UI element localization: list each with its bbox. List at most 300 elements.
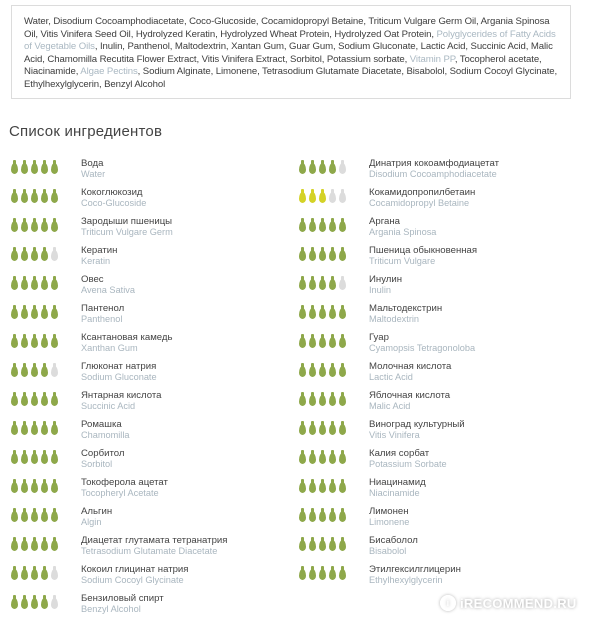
drop-filled-icon (51, 395, 58, 406)
ingredient-row[interactable] (298, 359, 568, 388)
drop-filled-icon (339, 250, 346, 261)
drop-filled-icon (329, 366, 336, 377)
drop-filled-icon (31, 308, 38, 319)
drop-filled-icon (11, 279, 18, 290)
drop-filled-icon (51, 308, 58, 319)
drop-filled-icon (21, 569, 28, 580)
drop-filled-icon (309, 337, 316, 348)
drop-filled-icon (51, 337, 58, 348)
safety-rating (298, 162, 358, 175)
ingredient-names (369, 158, 499, 179)
ingredient-row[interactable] (298, 330, 568, 359)
drop-filled-icon (11, 453, 18, 464)
drop-filled-icon (299, 221, 306, 232)
drop-filled-icon (329, 163, 336, 174)
ingredient-row[interactable] (10, 214, 280, 243)
ingredient-name-en: Limonene (369, 517, 410, 527)
safety-rating (298, 249, 358, 262)
ingredient-name-ru[interactable]: Гуар (369, 332, 389, 343)
ingredient-row[interactable] (298, 446, 568, 475)
drop-empty-icon (329, 192, 336, 203)
ingredient-name-ru[interactable]: Динатрия кокоамфодиацетат (369, 158, 499, 169)
drop-filled-icon (21, 395, 28, 406)
drop-filled-icon (51, 482, 58, 493)
composition-muted-segment: Polyglycerides of Fatty Acids of Vegetable Oils (24, 28, 556, 53)
ingredient-names (81, 390, 161, 411)
safety-rating (10, 423, 70, 436)
drop-filled-icon (21, 540, 28, 551)
ingredient-name-en: Argania Spinosa (369, 227, 437, 237)
drop-filled-icon (329, 337, 336, 348)
ingredient-name-ru[interactable]: Пантенол (81, 303, 125, 314)
ingredient-row[interactable] (298, 301, 568, 330)
ingredient-names (81, 564, 188, 585)
ingredient-name-ru[interactable]: Бензиловый спирт (81, 593, 164, 604)
safety-rating (10, 249, 70, 262)
drop-filled-icon (339, 366, 346, 377)
drop-filled-icon (319, 366, 326, 377)
drop-filled-icon (21, 250, 28, 261)
safety-rating (10, 278, 70, 291)
drop-filled-icon (319, 250, 326, 261)
drop-filled-icon (339, 395, 346, 406)
ingredient-name-en: Niacinamide (369, 488, 420, 498)
drop-filled-icon (31, 511, 38, 522)
drop-filled-icon (21, 453, 28, 464)
drop-filled-icon (329, 221, 336, 232)
ingredient-name-ru[interactable]: Альгин (81, 506, 113, 517)
ingredient-names (81, 535, 227, 556)
ingredient-names (81, 187, 146, 208)
drop-filled-icon (319, 482, 326, 493)
ingredient-names (81, 245, 117, 266)
ingredient-name-en: Bisabolol (369, 546, 407, 556)
composition-segment: Water, Disodium Cocoamphodiacetate, Coco-Glucoside, Cocamidopropyl Betaine, Triticum Vulgare Germ Oil, Argania Spinosa Oil, Vitis Vinifera Seed Oil, Hydrolyzed Keratin, Hydrolyzed Wheat Protein, Hydrolyzed Oat Protein, (24, 16, 550, 40)
safety-rating (298, 539, 358, 552)
ingredient-name-en: Sorbitol (81, 459, 113, 469)
ingredient-names (369, 361, 451, 382)
drop-filled-icon (21, 221, 28, 232)
drop-filled-icon (339, 424, 346, 435)
ingredient-row[interactable] (298, 417, 568, 446)
ingredient-name-ru[interactable]: Пшеница обыкновенная (369, 245, 478, 256)
drop-filled-icon (299, 192, 306, 203)
ingredient-row[interactable] (298, 185, 568, 214)
ingredient-name-en: Ethylhexylglycerin (369, 575, 443, 585)
ingredient-name-en: Xanthan Gum (81, 343, 138, 353)
drop-empty-icon (339, 192, 346, 203)
safety-rating (10, 307, 70, 320)
drop-filled-icon (41, 308, 48, 319)
drop-filled-icon (309, 279, 316, 290)
composition-segment: , Inulin, Panthenol, Maltodextrin, Xantan Gum, Guar Gum, Sodium Gluconate, Lactic Acid, Succinic Acid, Malic Acid, Chamomilla Recutita Flower Extract, Vitis Vinifera Extract, Sorbitol, Potassium sorbate, (24, 41, 553, 65)
drop-empty-icon (339, 279, 346, 290)
ingredient-row[interactable] (298, 243, 568, 272)
drop-filled-icon (329, 569, 336, 580)
ingredient-name-ru[interactable]: Глюконат натрия (81, 361, 157, 372)
ingredient-names (81, 332, 173, 353)
drop-filled-icon (309, 424, 316, 435)
ingredient-name-en: Panthenol (81, 314, 123, 324)
ingredient-name-ru[interactable]: Этилгексилглицерин (369, 564, 461, 575)
safety-rating (10, 539, 70, 552)
ingredient-name-en: Benzyl Alcohol (81, 604, 141, 614)
ingredient-name-en: Cyamopsis Tetragonoloba (369, 343, 476, 353)
drop-filled-icon (51, 424, 58, 435)
ingredient-row[interactable] (298, 562, 568, 591)
drop-filled-icon (319, 308, 326, 319)
ingredient-name-ru[interactable]: Зародыши пшеницы (81, 216, 173, 227)
ingredient-name-en: Vitis Vinifera (369, 430, 420, 440)
ingredient-name-ru[interactable]: Вода (81, 158, 104, 169)
ingredient-name-en: Malic Acid (369, 401, 411, 411)
drop-filled-icon (299, 424, 306, 435)
ingredient-row[interactable] (10, 272, 280, 301)
safety-rating (298, 423, 358, 436)
drop-filled-icon (11, 192, 18, 203)
drop-filled-icon (21, 511, 28, 522)
ingredient-name-ru[interactable]: Аргана (369, 216, 400, 227)
drop-filled-icon (299, 482, 306, 493)
safety-rating (10, 336, 70, 349)
drop-filled-icon (41, 163, 48, 174)
ingredient-name-en: Avena Sativa (81, 285, 135, 295)
drop-filled-icon (41, 366, 48, 377)
drop-filled-icon (329, 540, 336, 551)
drop-filled-icon (21, 366, 28, 377)
ingredients-column-left (10, 156, 280, 620)
ingredient-row[interactable] (298, 156, 568, 185)
drop-filled-icon (31, 424, 38, 435)
drop-empty-icon (51, 569, 58, 580)
ingredient-row[interactable] (10, 330, 280, 359)
ingredient-names (369, 419, 465, 440)
ingredient-names (81, 419, 130, 440)
ingredient-name-en: Chamomilla (81, 430, 130, 440)
watermark-text: iRECOMMEND.RU (460, 595, 577, 611)
drop-filled-icon (339, 221, 346, 232)
ingredient-name-ru[interactable]: Ромашка (81, 419, 122, 430)
ingredient-name-ru[interactable]: Яблочная кислота (369, 390, 451, 401)
composition-muted-segment: Algae Pectins (80, 66, 138, 78)
drop-filled-icon (51, 279, 58, 290)
ingredient-name-ru[interactable]: Лимонен (369, 506, 409, 517)
ingredient-names (369, 564, 461, 585)
drop-filled-icon (319, 453, 326, 464)
ingredient-row[interactable] (10, 417, 280, 446)
ingredient-name-ru[interactable]: Инулин (369, 274, 403, 285)
drop-empty-icon (51, 366, 58, 377)
ingredient-row[interactable] (298, 214, 568, 243)
drop-filled-icon (319, 569, 326, 580)
drop-filled-icon (339, 540, 346, 551)
drop-filled-icon (41, 395, 48, 406)
drop-filled-icon (319, 540, 326, 551)
drop-filled-icon (51, 221, 58, 232)
drop-filled-icon (11, 308, 18, 319)
drop-filled-icon (21, 163, 28, 174)
ingredient-names (369, 477, 426, 498)
ingredient-names (369, 274, 402, 295)
drop-filled-icon (299, 511, 306, 522)
ingredient-name-ru[interactable]: Диацетат глутамата тетранатрия (81, 535, 228, 546)
drop-filled-icon (329, 424, 336, 435)
drop-filled-icon (309, 453, 316, 464)
safety-rating (10, 162, 70, 175)
ingredient-names (369, 332, 475, 353)
ingredient-names (81, 477, 168, 498)
ingredient-names (369, 187, 475, 208)
safety-rating (298, 278, 358, 291)
ingredient-row[interactable] (10, 388, 280, 417)
drop-filled-icon (329, 453, 336, 464)
drop-filled-icon (41, 221, 48, 232)
drop-filled-icon (339, 511, 346, 522)
ingredient-row[interactable] (10, 301, 280, 330)
safety-rating (10, 510, 70, 523)
ingredient-row[interactable] (298, 475, 568, 504)
safety-rating (10, 481, 70, 494)
ingredient-row[interactable] (10, 359, 280, 388)
ingredient-name-en: Triticum Vulgare (369, 256, 436, 266)
safety-rating (298, 481, 358, 494)
drop-filled-icon (41, 453, 48, 464)
ingredient-name-ru[interactable]: Янтарная кислота (81, 390, 162, 401)
ingredient-row[interactable] (10, 562, 280, 591)
ingredient-row[interactable] (10, 243, 280, 272)
safety-rating (10, 220, 70, 233)
drop-filled-icon (11, 598, 18, 609)
ingredients-list-title: Список ингредиентов (9, 123, 163, 140)
ingredient-names (81, 448, 124, 469)
composition-segment: , Tocopherol acetate, Niacinamide, (24, 53, 542, 78)
safety-rating (298, 336, 358, 349)
drop-filled-icon (339, 453, 346, 464)
drop-filled-icon (41, 569, 48, 580)
ingredient-name-ru[interactable]: Кератин (81, 245, 118, 256)
ingredient-name-ru[interactable]: Сорбитол (81, 448, 125, 459)
drop-filled-icon (21, 192, 28, 203)
ingredient-row[interactable] (10, 533, 280, 562)
drop-filled-icon (299, 337, 306, 348)
safety-rating (298, 191, 358, 204)
safety-rating (298, 510, 358, 523)
drop-filled-icon (11, 540, 18, 551)
ingredient-names (81, 593, 164, 614)
drop-filled-icon (299, 250, 306, 261)
ingredient-row[interactable] (10, 185, 280, 214)
drop-filled-icon (299, 279, 306, 290)
drop-filled-icon (299, 395, 306, 406)
ingredient-row[interactable] (298, 533, 568, 562)
safety-rating (10, 394, 70, 407)
drop-filled-icon (21, 424, 28, 435)
drop-filled-icon (329, 395, 336, 406)
ingredient-names (81, 274, 135, 295)
drop-filled-icon (31, 395, 38, 406)
drop-filled-icon (21, 337, 28, 348)
drop-filled-icon (319, 337, 326, 348)
composition-segment: , Sodium Alginate, Limonene, Tetrasodium Glutamate Diacetate, Bisabolol, Sodium Cocoyl Glycinate, Ethylhexylglycerin, Benzyl Alcohol (24, 66, 558, 90)
drop-filled-icon (51, 540, 58, 551)
drop-filled-icon (309, 221, 316, 232)
drop-filled-icon (329, 279, 336, 290)
drop-filled-icon (11, 163, 18, 174)
safety-rating (10, 597, 70, 610)
drop-filled-icon (31, 279, 38, 290)
safety-rating (298, 307, 358, 320)
drop-filled-icon (309, 366, 316, 377)
drop-filled-icon (31, 598, 38, 609)
ingredient-row[interactable] (10, 446, 280, 475)
ingredient-row[interactable] (10, 504, 280, 533)
drop-filled-icon (319, 395, 326, 406)
safety-rating (10, 452, 70, 465)
drop-filled-icon (309, 540, 316, 551)
ingredient-names (81, 158, 105, 179)
safety-rating (298, 394, 358, 407)
drop-filled-icon (319, 192, 326, 203)
ingredient-name-en: Maltodextrin (369, 314, 420, 324)
ingredients-composition-box (11, 5, 571, 99)
drop-filled-icon (309, 395, 316, 406)
ingredient-name-en: Coco-Glucoside (81, 198, 147, 208)
safety-rating (298, 220, 358, 233)
drop-filled-icon (11, 337, 18, 348)
drop-filled-icon (11, 366, 18, 377)
ingredient-name-ru[interactable]: Калия сорбат (369, 448, 430, 459)
drop-filled-icon (11, 424, 18, 435)
drop-filled-icon (11, 569, 18, 580)
drop-filled-icon (31, 337, 38, 348)
drop-filled-icon (329, 511, 336, 522)
ingredient-names (369, 448, 447, 469)
drop-filled-icon (21, 482, 28, 493)
drop-filled-icon (21, 279, 28, 290)
ingredient-name-en: Water (81, 169, 106, 179)
ingredient-names (81, 361, 157, 382)
ingredient-name-ru[interactable]: Овес (81, 274, 104, 285)
safety-rating (10, 568, 70, 581)
drop-filled-icon (339, 569, 346, 580)
ingredient-name-en: Sodium Cocoyl Glycinate (81, 575, 184, 585)
ingredient-name-ru[interactable]: Виноград культурный (369, 419, 465, 430)
ingredient-name-en: Keratin (81, 256, 111, 266)
ingredient-names (369, 535, 418, 556)
ingredient-row[interactable] (298, 388, 568, 417)
drop-filled-icon (309, 250, 316, 261)
ingredient-row[interactable] (10, 475, 280, 504)
drop-empty-icon (339, 163, 346, 174)
drop-filled-icon (41, 482, 48, 493)
ingredient-row[interactable] (298, 272, 568, 301)
ingredient-names (81, 303, 124, 324)
drop-filled-icon (31, 540, 38, 551)
drop-filled-icon (309, 163, 316, 174)
ingredient-name-en: Tetrasodium Glutamate Diacetate (81, 546, 218, 556)
drop-filled-icon (41, 192, 48, 203)
drop-filled-icon (11, 395, 18, 406)
drop-filled-icon (299, 163, 306, 174)
ingredient-name-en: Inulin (369, 285, 391, 295)
drop-filled-icon (31, 366, 38, 377)
drop-filled-icon (41, 279, 48, 290)
ingredient-row[interactable] (10, 156, 280, 185)
ingredient-name-en: Potassium Sorbate (369, 459, 447, 469)
drop-filled-icon (11, 250, 18, 261)
ingredient-name-en: Algin (81, 517, 102, 527)
irecommend-watermark (440, 590, 600, 616)
drop-filled-icon (21, 308, 28, 319)
drop-filled-icon (329, 482, 336, 493)
ingredient-row[interactable] (10, 591, 280, 620)
ingredient-name-en: Disodium Cocoamphodiacetate (369, 169, 497, 179)
drop-filled-icon (319, 221, 326, 232)
ingredient-name-ru[interactable]: Токоферола ацетат (81, 477, 168, 488)
drop-filled-icon (51, 511, 58, 522)
ingredient-name-en: Triticum Vulgare Germ (81, 227, 173, 237)
ingredient-names (369, 245, 477, 266)
safety-rating (298, 365, 358, 378)
drop-filled-icon (51, 163, 58, 174)
ingredient-names (81, 506, 112, 527)
drop-filled-icon (299, 569, 306, 580)
ingredient-name-en: Succinic Acid (81, 401, 136, 411)
ingredient-names (369, 506, 409, 527)
ingredient-name-ru[interactable]: Молочная кислота (369, 361, 452, 372)
ingredient-name-ru[interactable]: Мальтодекстрин (369, 303, 443, 314)
safety-rating (10, 191, 70, 204)
drop-filled-icon (51, 453, 58, 464)
ingredient-name-en: Lactic Acid (369, 372, 413, 382)
drop-filled-icon (41, 540, 48, 551)
drop-filled-icon (309, 192, 316, 203)
drop-filled-icon (41, 337, 48, 348)
drop-filled-icon (41, 511, 48, 522)
drop-filled-icon (319, 163, 326, 174)
ingredient-name-en: Cocamidopropyl Betaine (369, 198, 470, 208)
ingredient-name-ru[interactable]: Кокоглюкозид (81, 187, 143, 198)
drop-empty-icon (51, 598, 58, 609)
drop-filled-icon (319, 279, 326, 290)
drop-filled-icon (41, 250, 48, 261)
ingredient-name-ru[interactable]: Кокамидопропилбетаин (369, 187, 476, 198)
drop-filled-icon (299, 366, 306, 377)
drop-filled-icon (11, 221, 18, 232)
drop-filled-icon (319, 511, 326, 522)
drop-filled-icon (31, 192, 38, 203)
ingredient-name-ru[interactable]: Бисаболол (369, 535, 418, 546)
drop-filled-icon (11, 511, 18, 522)
ingredient-name-ru[interactable]: Кокоил глицинат натрия (81, 564, 189, 575)
drop-filled-icon (41, 424, 48, 435)
ingredient-name-ru[interactable]: Ксантановая камедь (81, 332, 173, 343)
drop-filled-icon (11, 482, 18, 493)
ingredient-row[interactable] (298, 504, 568, 533)
drop-filled-icon (31, 221, 38, 232)
drop-filled-icon (309, 482, 316, 493)
drop-filled-icon (299, 308, 306, 319)
drop-filled-icon (31, 482, 38, 493)
drop-filled-icon (309, 308, 316, 319)
drop-filled-icon (31, 569, 38, 580)
ingredient-name-ru[interactable]: Ниацинамид (369, 477, 426, 488)
drop-filled-icon (299, 540, 306, 551)
drop-filled-icon (339, 337, 346, 348)
drop-filled-icon (339, 482, 346, 493)
ingredient-name-en: Sodium Gluconate (81, 372, 157, 382)
drop-filled-icon (31, 250, 38, 261)
